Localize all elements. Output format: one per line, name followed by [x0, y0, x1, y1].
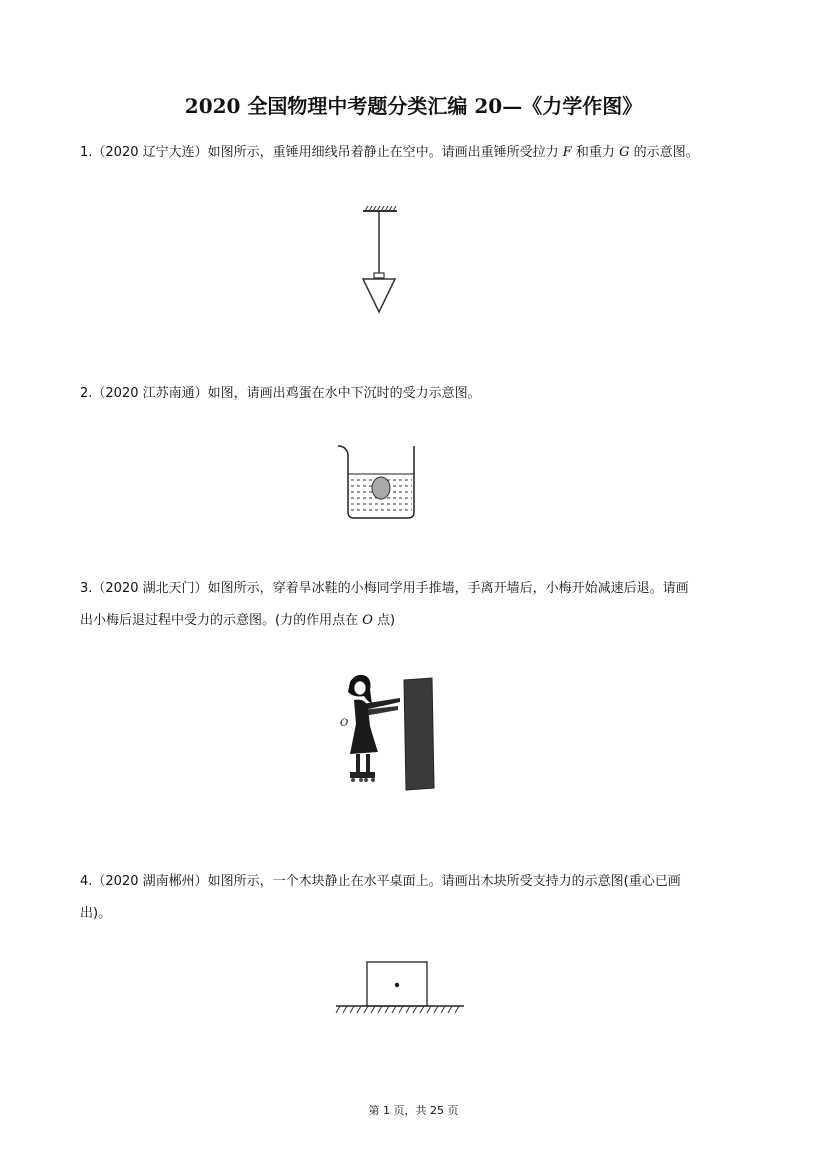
figure-block-on-table [334, 958, 468, 1018]
question-3-line-2 [80, 605, 760, 637]
figure-hanging-weight [355, 205, 405, 320]
question-4-line-1: 4.（2020 湖南郴州）如图所示，一个木块静止在水平桌面上。请画出木块所受支持力的示意图(重心已画 [80, 874, 681, 889]
question-1-text-a: 1.（2020 辽宁大连）如图所示，重锤用细线吊着静止在空中。请画出重锤所受拉力 [80, 145, 563, 160]
point-symbol-o: O [362, 613, 373, 628]
question-3-line-1: 3.（2020 湖北天门）如图所示，穿着旱冰鞋的小梅同学用手推墙，手离开墙后，小梅开始减速后退。请画 [80, 581, 689, 596]
question-2: 2.（2020 江苏南通）如图，请画出鸡蛋在水中下沉时的受力示意图。 [80, 386, 481, 401]
force-symbol-g: G [619, 145, 630, 160]
figure-beaker-egg [334, 442, 420, 522]
question-3-line-2-a: 出小梅后退过程中受力的示意图。(力的作用点在 [80, 613, 363, 628]
page-footer: 第 1 页，共 25 页 [368, 1104, 459, 1117]
point-label-o: O [340, 718, 349, 729]
force-symbol-f: F [562, 145, 572, 160]
question-1-text-c: 的示意图。 [629, 145, 699, 160]
question-3-line-2-b: 点) [372, 613, 396, 628]
question-1-text-b: 和重力 [571, 145, 620, 160]
question-4-line-2: 出)。 [80, 906, 112, 921]
page-title: 2020 全国物理中考题分类汇编 20—《力学作图》 [184, 94, 643, 118]
question-3 [80, 573, 760, 637]
center-of-gravity-dot [395, 983, 399, 987]
question-4 [80, 866, 760, 930]
figure-girl-pushing-wall [336, 670, 440, 792]
question-1 [80, 137, 760, 169]
